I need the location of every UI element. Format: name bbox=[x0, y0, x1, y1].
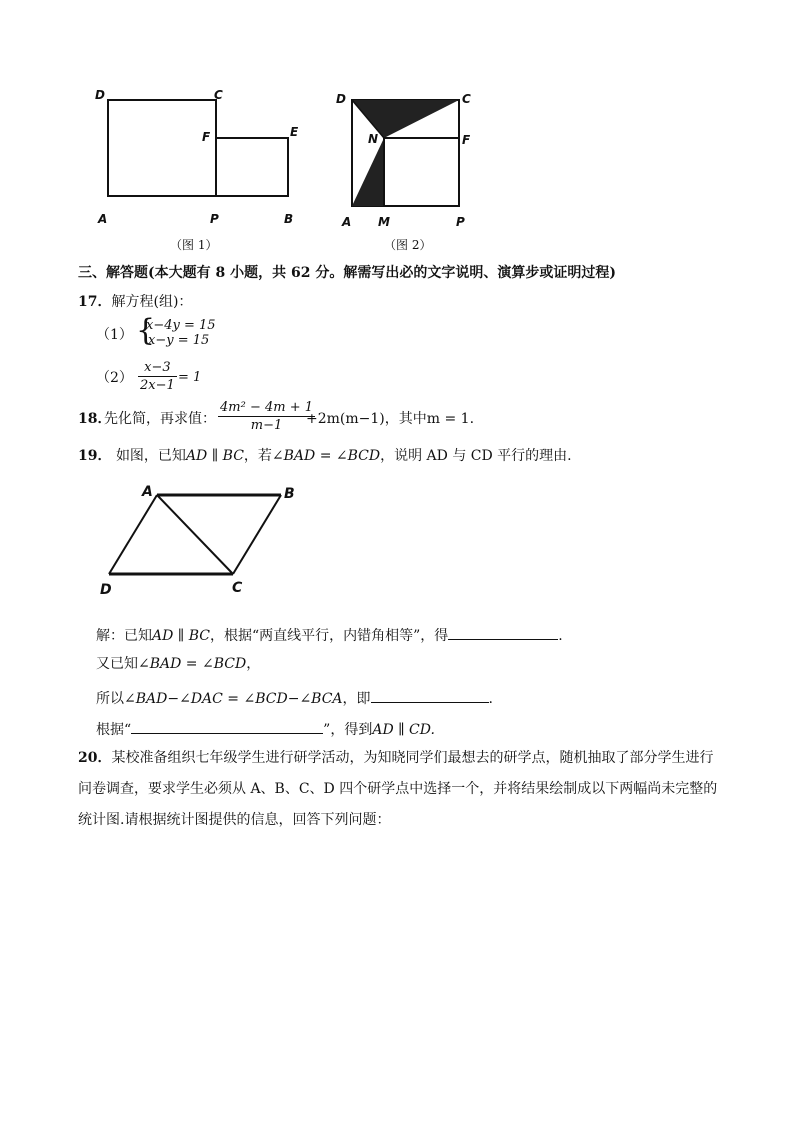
q19-s2-math: ∠BAD = ∠BCD bbox=[138, 656, 247, 672]
figure-2-diagram bbox=[340, 88, 480, 228]
q19-math-b: ∠BAD = ∠BCD bbox=[271, 448, 381, 464]
q19-s1-b: ，根据“两直线平行，内错角相等”，得 bbox=[209, 628, 449, 644]
fig2-caption: （图 2） bbox=[384, 238, 432, 252]
q18-frac-numerator: 4m² − 4m + 1 bbox=[220, 400, 313, 415]
q19-label-a: A bbox=[142, 484, 153, 500]
q19-s1-math: AD ∥ BC bbox=[152, 628, 210, 644]
para-diagonal-ac bbox=[157, 495, 233, 574]
q17-line bbox=[78, 295, 192, 309]
q18-frac-denominator: m−1 bbox=[250, 418, 283, 433]
q19-math-a: AD ∥ BC bbox=[185, 448, 244, 464]
para-side-da bbox=[109, 495, 157, 574]
fig2-label-m: M bbox=[378, 215, 390, 229]
fig1-label-p: P bbox=[210, 212, 219, 226]
q17-frac-numerator: x−3 bbox=[138, 360, 177, 377]
q17-prompt: 解方程(组)： bbox=[111, 294, 193, 310]
para-side-bc bbox=[233, 495, 281, 574]
fig1-label-b: B bbox=[284, 212, 294, 226]
q17-number: 17． bbox=[78, 294, 112, 310]
q19-blank-2[interactable] bbox=[371, 688, 489, 703]
section-3-heading: 三、解答题(本大题有 8 小题，共 62 分。解需写出必的文字说明、演算步或证明过程) bbox=[78, 265, 616, 281]
q19-s1-end: . bbox=[558, 628, 563, 644]
q19-solution-line-1 bbox=[96, 625, 563, 643]
q19-text-b: ，若 bbox=[243, 448, 272, 464]
q18-number: 18． bbox=[78, 411, 112, 427]
q19-blank-1[interactable] bbox=[448, 625, 558, 640]
fig1-label-f: F bbox=[202, 130, 211, 144]
fig2-label-f: F bbox=[462, 133, 471, 147]
fig1-label-c: C bbox=[214, 88, 223, 102]
fig1-square-pbef bbox=[216, 138, 288, 196]
q17-rhs: = 1 bbox=[178, 370, 202, 385]
q20-line-2: 问卷调查，要求学生必须从 A、B、C、D 四个研学点中选择一个，并将结果绘制成以下两幅尚未完整的 bbox=[78, 781, 718, 797]
q20-number: 20． bbox=[78, 750, 112, 766]
q19-s2-end: ， bbox=[246, 656, 261, 672]
q19-label-b: B bbox=[284, 486, 295, 502]
q17-equation-2: x−y = 15 bbox=[148, 333, 210, 348]
q20-line-3: 统计图.请根据统计图提供的信息，回答下列问题： bbox=[78, 812, 391, 828]
q19-label-c: C bbox=[232, 580, 243, 596]
q19-line bbox=[78, 449, 572, 463]
figure-3-parallelogram bbox=[95, 478, 315, 608]
fig2-label-d: D bbox=[336, 92, 346, 106]
q19-s3-math: ∠BAD−∠DAC = ∠BCD−∠BCA bbox=[124, 691, 343, 707]
q17-part2-label: （2） bbox=[96, 370, 133, 386]
q19-solution-line-4 bbox=[96, 719, 435, 737]
q19-s4-b: ”，得到 bbox=[323, 722, 373, 738]
q18-fraction bbox=[218, 400, 315, 433]
q19-label-d: D bbox=[100, 582, 112, 598]
fig1-square-abcd bbox=[108, 100, 216, 196]
fig2-label-a: A bbox=[342, 215, 352, 229]
fig2-shaded-left bbox=[352, 138, 384, 206]
q18-rest: +2m(m−1)，其中m = 1. bbox=[306, 411, 475, 427]
q17-part1-label: （1） bbox=[96, 327, 133, 343]
q20-line-1 bbox=[78, 751, 713, 765]
q17-equation-1: x−4y = 15 bbox=[146, 318, 216, 333]
q18-prefix: 先化简，再求值： bbox=[104, 411, 216, 427]
q19-text-a: 如图，已知 bbox=[115, 448, 186, 464]
q19-solution-line-3 bbox=[96, 688, 493, 706]
q20-text-1: 某校准备组织七年级学生进行研学活动，为知晓同学们最想去的研学点，随机抽取了部分学生进行 bbox=[111, 750, 714, 766]
fig2-label-p: P bbox=[456, 215, 465, 229]
fig1-label-a: A bbox=[98, 212, 108, 226]
fig1-label-e: E bbox=[290, 125, 299, 139]
fig2-label-c: C bbox=[462, 92, 471, 106]
fig1-caption: （图 1） bbox=[170, 238, 218, 252]
fig1-label-d: D bbox=[95, 88, 105, 102]
q19-text-c: ，说明 AD 与 CD 平行的理由. bbox=[380, 448, 572, 464]
q19-number: 19． bbox=[78, 448, 112, 464]
fig2-label-n: N bbox=[368, 132, 379, 146]
q19-s4-a: 根据“ bbox=[96, 722, 132, 738]
q19-blank-3[interactable] bbox=[131, 719, 323, 734]
q19-s2-a: 又已知 bbox=[96, 656, 138, 672]
q17-brace: { bbox=[136, 313, 156, 348]
q19-s4-math: AD ∥ CD. bbox=[372, 722, 435, 738]
figure-1-diagram bbox=[90, 88, 310, 228]
q17-fraction bbox=[138, 360, 177, 393]
q17-frac-denominator: 2x−1 bbox=[140, 378, 175, 393]
q19-s1-a: 解：已知 bbox=[96, 628, 152, 644]
q19-s3-end: . bbox=[488, 691, 493, 707]
q19-s3-b: ，即 bbox=[342, 691, 371, 707]
q19-solution-line-2 bbox=[96, 657, 260, 671]
q19-s3-a: 所以 bbox=[96, 691, 124, 707]
